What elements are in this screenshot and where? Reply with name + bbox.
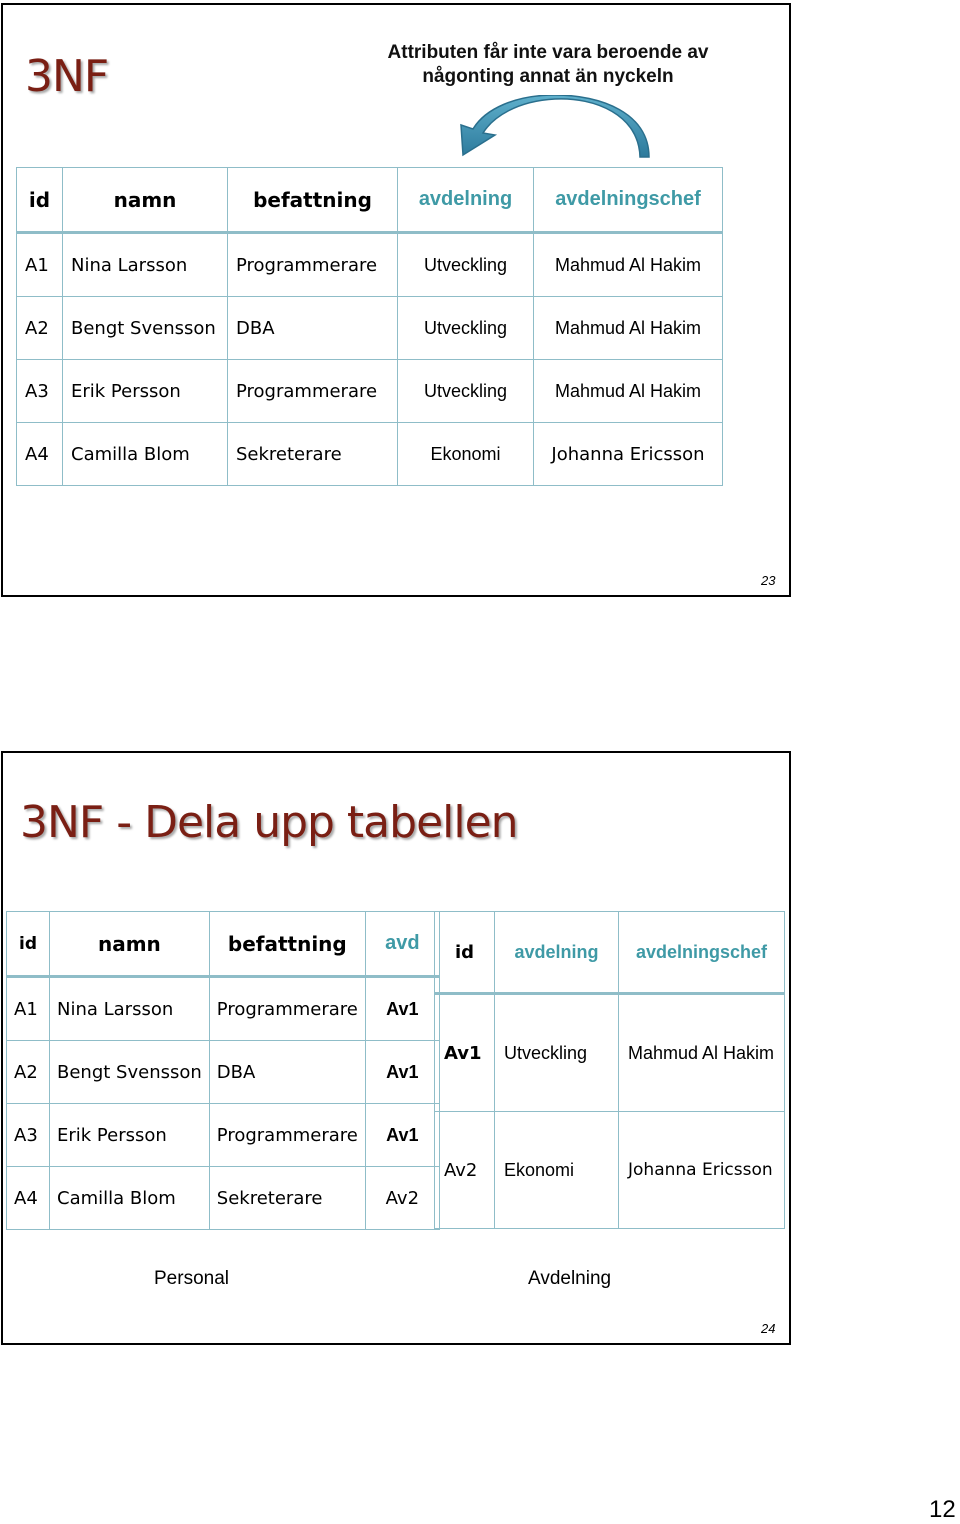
cell-avdelningschef (619, 994, 785, 1112)
header-avdelning: avdelning (398, 168, 534, 233)
cell-avd: Av2 (365, 1167, 439, 1230)
header-avdelningschef: avdelningschef (534, 168, 723, 233)
cell-avdelning: Utveckling (398, 233, 534, 297)
cell-namn: Bengt Svensson (63, 297, 228, 360)
cell-namn: Camilla Blom (63, 423, 228, 486)
header-id: id (435, 912, 495, 994)
header-avd: avd (365, 912, 439, 977)
cell-avd: Av1 (365, 1041, 439, 1104)
slide-title: 3NF (25, 51, 109, 102)
cell-avdelningschef-text: Mahmud Al Hakim (628, 1043, 775, 1063)
cell-id: A3 (7, 1104, 50, 1167)
table-header-row (17, 168, 723, 233)
slide-23 (1, 3, 791, 597)
cell-id: A2 (7, 1041, 50, 1104)
header-avdelningschef: avdelningschef (619, 912, 785, 994)
cell-befattning: DBA (209, 1041, 365, 1104)
employee-table-3nf (16, 167, 723, 486)
cell-id: A4 (17, 423, 63, 486)
cell-avdelningschef: Mahmud Al Hakim (534, 360, 723, 423)
cell-avd: Av1 (365, 1104, 439, 1167)
table-header-row (435, 912, 785, 994)
slide-title: 3NF - Dela upp tabellen (20, 797, 518, 848)
header-id: id (7, 912, 50, 977)
header-avdelning: avdelning (495, 912, 619, 994)
avdelning-table-caption: Avdelning (528, 1268, 612, 1289)
header-befattning: befattning (209, 912, 365, 977)
cell-avdelningschef: Mahmud Al Hakim (534, 233, 723, 297)
note-line-1: Attributen får inte vara beroende av (387, 42, 709, 63)
header-namn: namn (50, 912, 210, 977)
cell-id: A2 (17, 297, 63, 360)
table-row (17, 297, 723, 360)
header-id: id (17, 168, 63, 233)
cell-avdelningschef: Johanna Ericsson (619, 1112, 785, 1229)
cell-id: Av1 (435, 994, 495, 1112)
note-line-2: någonting annat än nyckeln (422, 66, 674, 87)
table-row (17, 423, 723, 486)
cell-befattning: DBA (228, 297, 398, 360)
slide-number: 23 (761, 573, 776, 588)
cell-avdelning: Utveckling (398, 360, 534, 423)
cell-namn: Bengt Svensson (50, 1041, 210, 1104)
cell-id: A1 (17, 233, 63, 297)
cell-avdelning: Ekonomi (398, 423, 534, 486)
cell-avdelning: Utveckling (398, 297, 534, 360)
slide-number: 24 (761, 1321, 776, 1336)
personal-table-caption: Personal (154, 1268, 229, 1289)
table-row (7, 977, 440, 1041)
table-row (7, 1041, 440, 1104)
cell-befattning: Sekreterare (228, 423, 398, 486)
table-row (17, 360, 723, 423)
cell-namn: Camilla Blom (50, 1167, 210, 1230)
page-number: 12 (929, 1496, 956, 1523)
cell-befattning: Programmerare (228, 233, 398, 297)
cell-avdelningschef: Mahmud Al Hakim (534, 297, 723, 360)
table-header-row (7, 912, 440, 977)
curved-arrow-icon (455, 95, 650, 165)
cell-namn: Erik Persson (50, 1104, 210, 1167)
cell-avdelningschef: Johanna Ericsson (534, 423, 723, 486)
header-namn: namn (63, 168, 228, 233)
personal-table (6, 911, 440, 1230)
cell-id: A3 (17, 360, 63, 423)
dependency-note (373, 41, 723, 89)
cell-avdelning: Utveckling (495, 994, 619, 1112)
table-row (7, 1104, 440, 1167)
cell-avd: Av1 (365, 977, 439, 1041)
cell-namn: Nina Larsson (63, 233, 228, 297)
cell-namn: Nina Larsson (50, 977, 210, 1041)
cell-id: Av2 (435, 1112, 495, 1229)
cell-namn: Erik Persson (63, 360, 228, 423)
table-row (435, 1112, 785, 1229)
table-row (435, 994, 785, 1112)
table-row (7, 1167, 440, 1230)
cell-befattning: Programmerare (209, 1104, 365, 1167)
cell-avdelning: Ekonomi (495, 1112, 619, 1229)
table-row (17, 233, 723, 297)
cell-id: A4 (7, 1167, 50, 1230)
cell-befattning: Programmerare (228, 360, 398, 423)
cell-befattning: Sekreterare (209, 1167, 365, 1230)
avdelning-table (434, 911, 785, 1229)
cell-befattning: Programmerare (209, 977, 365, 1041)
cell-id: A1 (7, 977, 50, 1041)
header-befattning: befattning (228, 168, 398, 233)
